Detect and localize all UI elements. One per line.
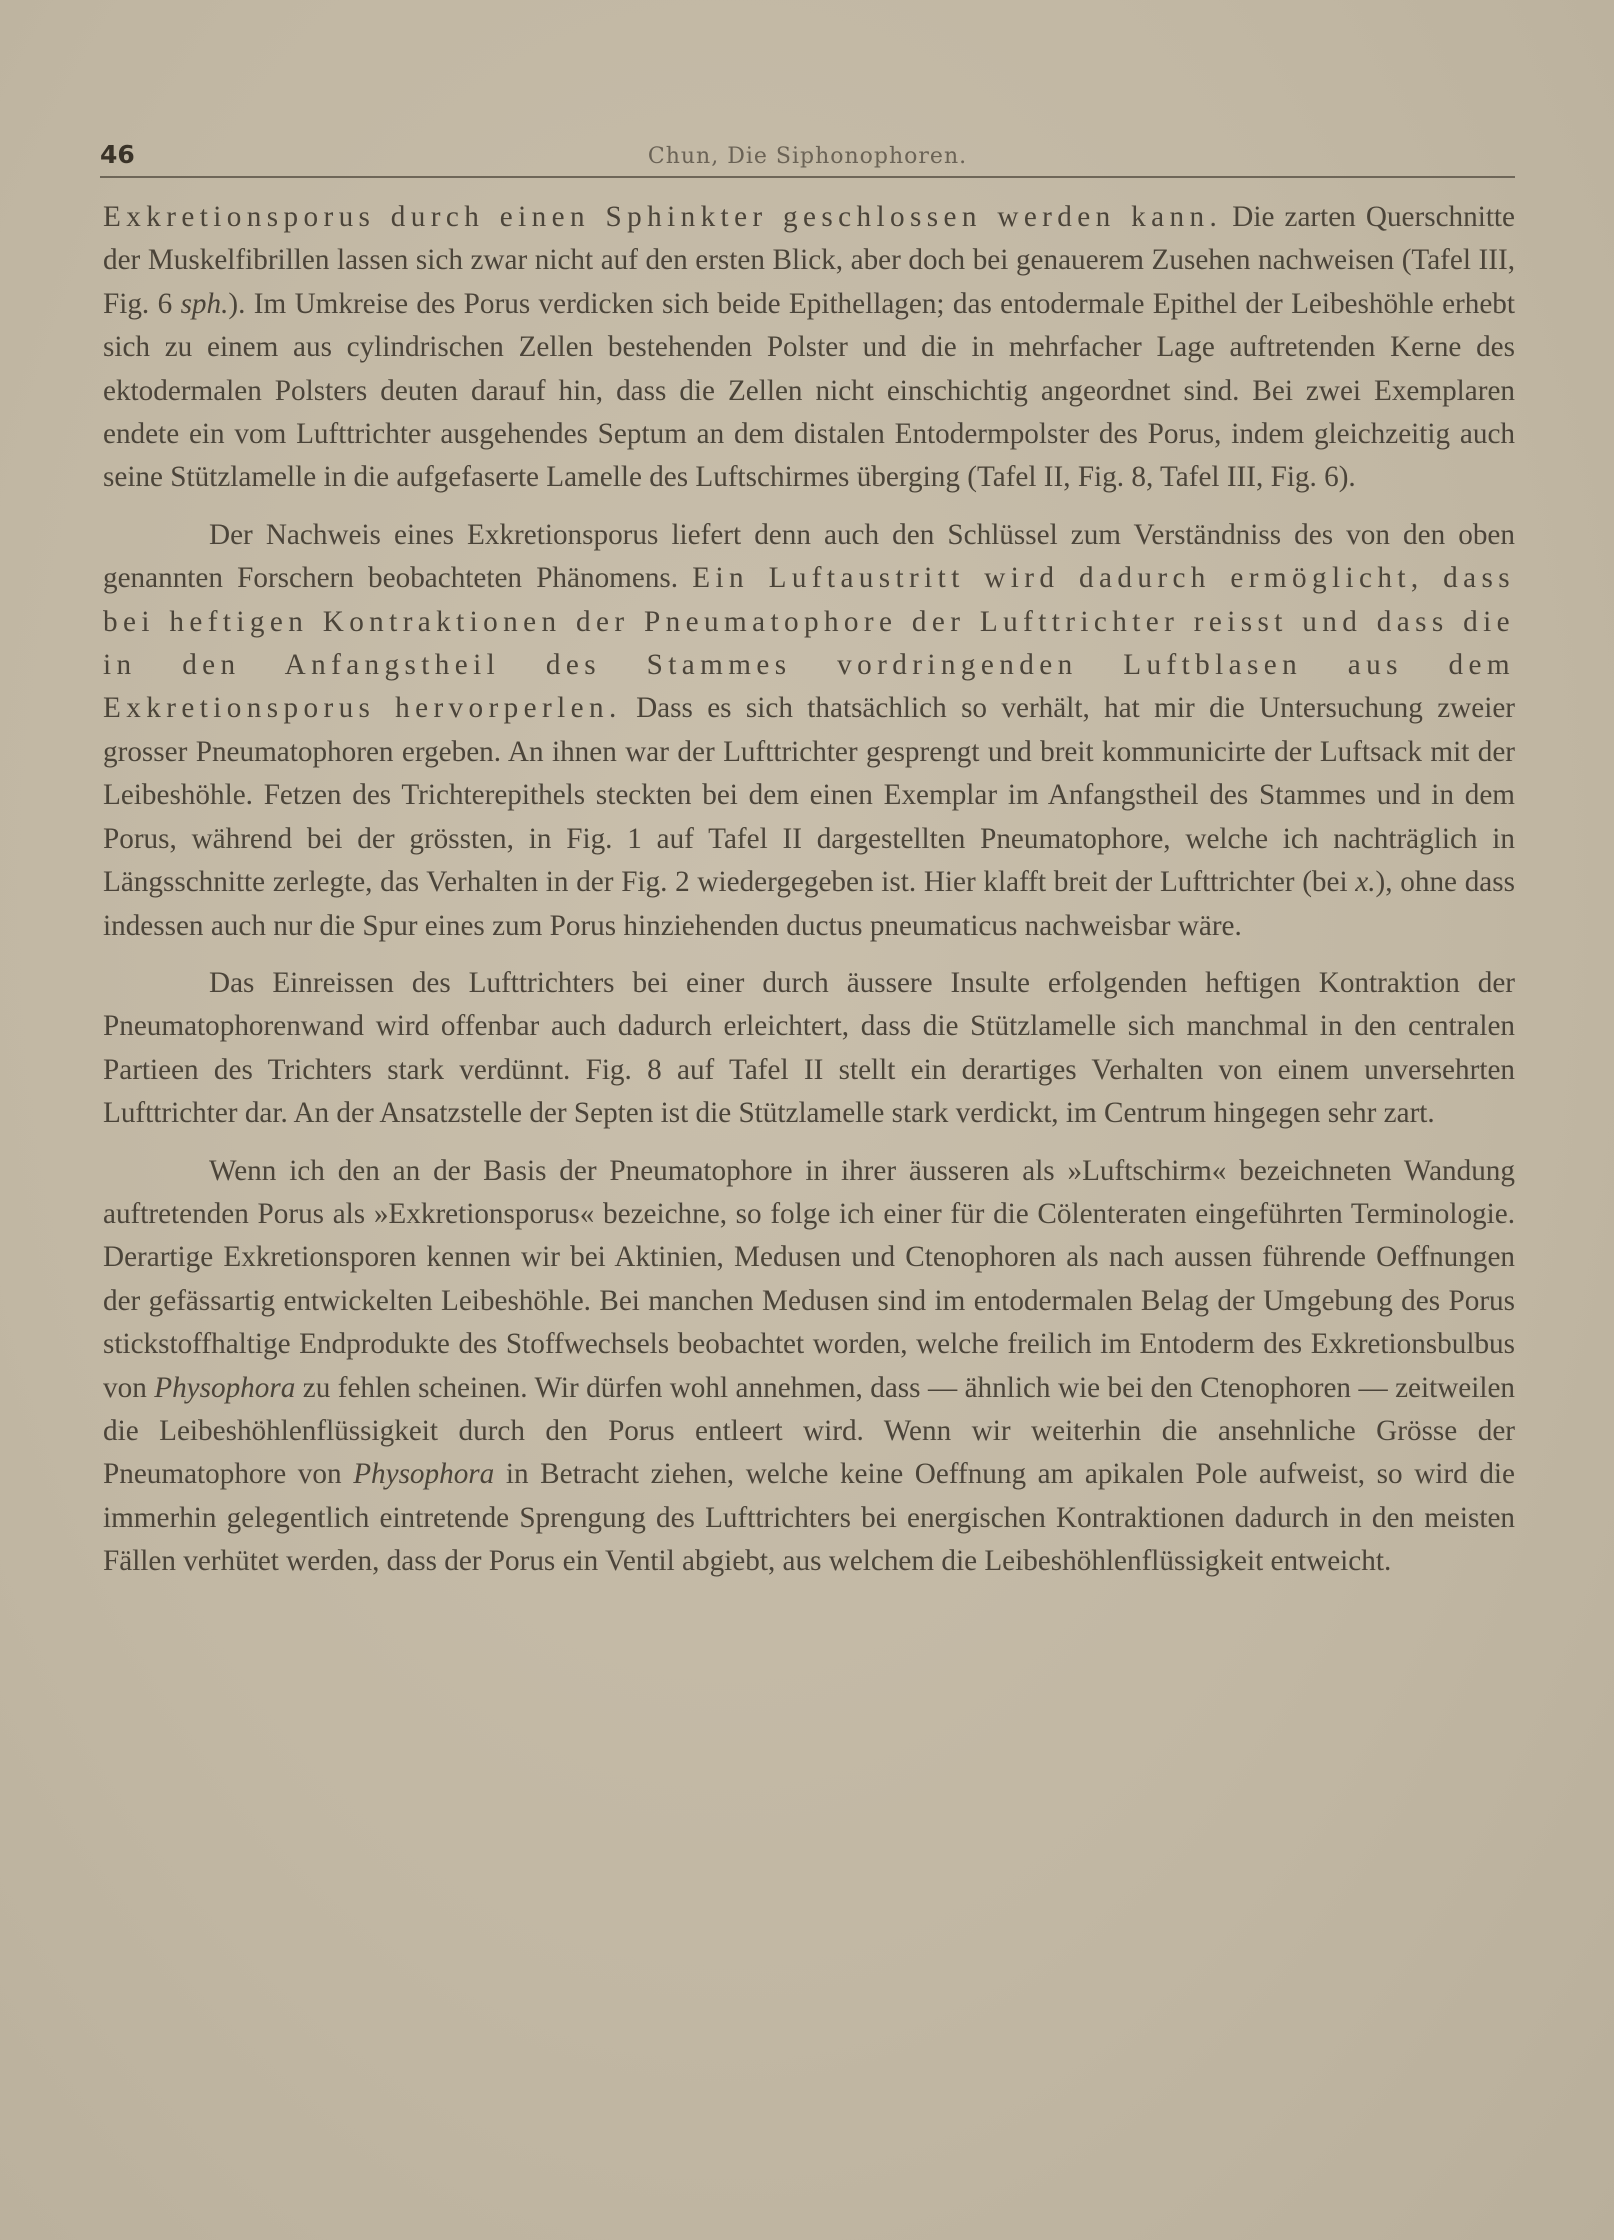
body-text bbox=[103, 196, 1515, 1598]
spaced-emphasis: Exkretionsporus durch einen Sphinkter geschlossen werden kann. bbox=[103, 201, 1223, 233]
paragraph-text: Der Nachweis eines Exkretionsporus liefert denn auch den Schlüssel zum Verständniss des von den oben genannten Forschern beobachteten Phänomens. bbox=[103, 518, 1515, 595]
paragraph-2 bbox=[103, 514, 1515, 948]
paragraph-text: in Betracht ziehen, welche keine Oeffnung am apikalen Pole aufweist, so wird die immerhin gelegentlich eintretende Sprengung des Lufttrichters bei energischen Kontraktionen dadurch in den meisten Fällen verhütet werden, dass der Porus ein Ventil abgiebt, aus welchem die Leibeshöhlenflüssigkeit entweicht. bbox=[103, 1458, 1515, 1578]
italic-genus: Physophora bbox=[154, 1371, 296, 1404]
paragraph-4 bbox=[103, 1150, 1515, 1584]
page-header bbox=[100, 140, 1515, 176]
header-rule bbox=[100, 176, 1515, 178]
spaced-emphasis: Ein Luftaustritt wird dadurch ermöglicht, dass bei heftigen Kontraktionen der Pneumatophore der Lufttrichter reisst und dass die in den Anfangstheil des Stammes vordringenden Luftblasen aus dem Exkretionsporus hervorperlen. bbox=[103, 562, 1515, 725]
paragraph-1 bbox=[103, 196, 1515, 500]
italic-genus: Physophora bbox=[353, 1458, 495, 1491]
paragraph-text: Dass es sich thatsächlich so verhält, hat mir die Untersuchung zweier grosser Pneumatophoren ergeben. An ihnen war der Lufttrichter gesprengt und breit kommunicirte der Luftsack mit der Leibeshöhle. Fetzen des Trichterepithels steckten bei dem einen Exemplar im Anfangstheil des Stammes und in dem Porus, während bei der grössten, in Fig. 1 auf Tafel II dargestellten Pneumatophore, welche ich nachträglich in Längsschnitte zerlegte, das Verhalten in der Fig. 2 wiedergegeben ist. Hier klafft breit der Lufttrichter (bei bbox=[103, 692, 1515, 899]
page-number: 46 bbox=[100, 140, 135, 169]
paragraph-text: ). Im Umkreise des Porus verdicken sich beide Epithellagen; das entodermale Epithel der Leibeshöhle erhebt sich zu einem aus cylindrischen Zellen bestehenden Polster und die in mehrfacher Lage auftretenden Kerne des ektodermalen Polsters deuten darauf hin, dass die Zellen nicht einschichtig angeordnet sind. Bei zwei Exemplaren endete ein vom Lufttrichter ausgehendes Septum an dem distalen Entodermpolster des Porus, indem gleichzeitig auch seine Stützlamelle in die aufgefaserte Lamelle des Luftschirmes überging (Tafel II, Fig. 8, Tafel III, Fig. 6). bbox=[103, 287, 1516, 494]
paragraph-text: zu fehlen scheinen. Wir dürfen wohl annehmen, dass — ähnlich wie bei den Ctenophoren — zeitweilen die Leibeshöhlenflüssigkeit durch den Porus entleert wird. Wenn wir weiterhin die ansehnliche Grösse der Pneumatophore von bbox=[103, 1371, 1516, 1491]
running-head: Chun, Die Siphonophoren. bbox=[647, 144, 968, 169]
paragraph-text: Das Einreissen des Lufttrichters bei einer durch äussere Insulte erfolgenden heftigen Kontraktion der Pneumatophorenwand wird offenbar auch dadurch erleichtert, dass die Stützlamelle sich manchmal in den centralen Partieen des Trichters stark verdünnt. Fig. 8 auf Tafel II stellt ein derartiges Verhalten von einem unversehrten Lufttrichter dar. An der Ansatzstelle der Septen ist die Stützlamelle stark verdickt, im Centrum hingegen sehr zart. bbox=[103, 966, 1515, 1130]
paragraph-text: ), ohne dass indessen auch nur die Spur eines zum Porus hinziehenden ductus pneumaticus nachweisbar wäre. bbox=[103, 866, 1515, 942]
paragraph-3 bbox=[103, 962, 1515, 1136]
paragraph-text: Die zarten Querschnitte der Muskelfibrillen lassen sich zwar nicht auf den ersten Blick, aber doch bei genauerem Zusehen nachweisen (Tafel III, Fig. 6 bbox=[103, 201, 1515, 320]
paragraph-text: Wenn ich den an der Basis der Pneumatophore in ihrer äusseren als »Luftschirm« bezeichneten Wandung auftretenden Porus als »Exkretionsporus« bezeichne, so folge ich einer für die Cölenteraten eingeführten Terminologie. Derartige Exkretionsporen kennen wir bei Aktinien, Medusen und Ctenophoren als nach aussen führende Oeffnungen der gefässartig entwickelten Leibeshöhle. Bei manchen Medusen sind im entodermalen Belag der Umgebung des Porus stickstoffhaltige Endprodukte des Stoffwechsels beobachtet worden, welche freilich im Entoderm des Exkretionsbulbus von bbox=[103, 1154, 1515, 1404]
italic-abbrev: sph. bbox=[180, 287, 229, 320]
italic-abbrev: x. bbox=[1355, 866, 1376, 899]
